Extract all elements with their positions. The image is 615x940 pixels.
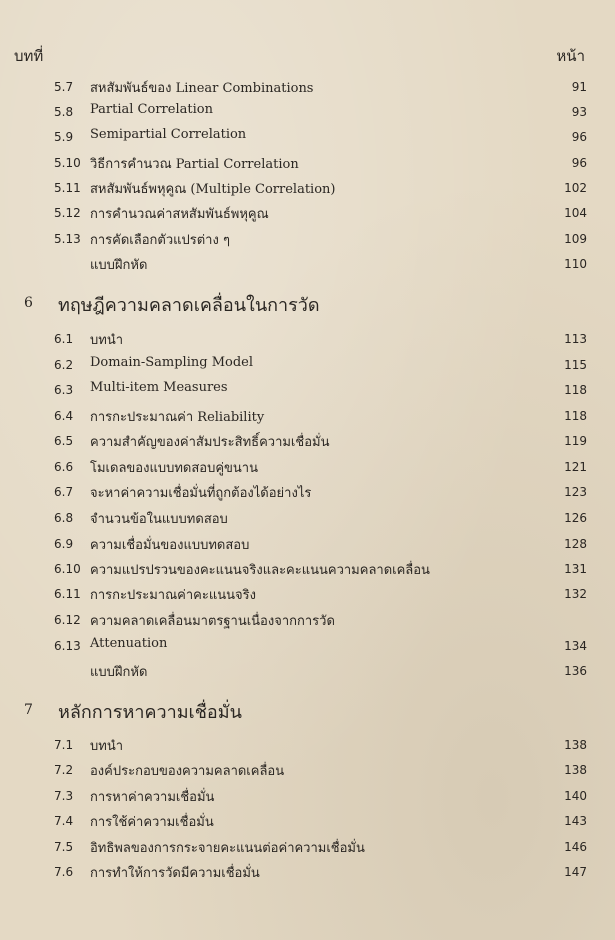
section-title: บทนำ <box>90 333 124 348</box>
toc-entry <box>0 152 615 174</box>
page-column-header: หน้า <box>556 47 585 65</box>
page-number: 118 <box>564 409 587 423</box>
page-number: 136 <box>564 664 587 678</box>
section-title: การกะประมาณค่า Reliability <box>90 410 265 425</box>
section-title: จะหาค่าความเชื่อมั่นที่ถูกต้องได้อย่างไร <box>90 486 312 501</box>
section-number: 7.4 <box>54 814 74 828</box>
page-number: 104 <box>564 206 587 220</box>
section-title: โมเดลของแบบทดสอบคู่ขนาน <box>90 461 258 476</box>
page-number: 126 <box>564 511 587 525</box>
page-number: 123 <box>564 485 587 499</box>
chapter-heading <box>0 290 615 318</box>
page-number: 118 <box>564 383 587 397</box>
page-number: 132 <box>564 587 587 601</box>
section-title: สหสัมพันธ์พหุคูณ (Multiple Correlation) <box>90 182 336 197</box>
section-number: 6.9 <box>54 537 74 551</box>
toc-entry <box>0 558 615 580</box>
section-title: ความคลาดเคลื่อนมาตรฐานเนื่องจากการวัด <box>90 614 335 629</box>
toc-entry <box>0 101 615 123</box>
page-number: 143 <box>564 814 587 828</box>
section-number: 6.7 <box>54 485 74 499</box>
toc-entry <box>0 405 615 427</box>
section-number: 5.9 <box>54 130 74 144</box>
toc-entry <box>0 76 615 98</box>
page-number: 96 <box>571 156 587 170</box>
toc-entry <box>0 660 615 682</box>
toc-entry <box>0 759 615 781</box>
page-number: 140 <box>564 789 587 803</box>
section-title: อิทธิพลของการกระจายคะแนนต่อค่าความเชื่อมั่น <box>90 841 365 856</box>
page-number: 138 <box>564 763 587 777</box>
section-number: 6.2 <box>54 358 74 372</box>
section-number: 6.3 <box>54 383 74 397</box>
chapter-title: ทฤษฎีความคลาดเคลื่อนในการวัด <box>58 295 320 316</box>
page-number: 93 <box>571 105 587 119</box>
toc-entry <box>0 253 615 275</box>
page-number: 134 <box>564 639 587 653</box>
chapter-heading <box>0 697 615 725</box>
toc-entry <box>0 583 615 605</box>
section-title: การหาค่าความเชื่อมั่น <box>90 790 215 805</box>
section-number: 5.13 <box>54 232 81 246</box>
page-number: 110 <box>564 257 587 271</box>
section-title: Partial Correlation <box>90 102 213 117</box>
page-number: 146 <box>564 840 587 854</box>
section-title: การคัดเลือกตัวแปรต่าง ๆ <box>90 233 230 248</box>
section-title: การใช้ค่าความเชื่อมั่น <box>90 815 214 830</box>
chapter-number: 6 <box>24 295 33 311</box>
page-number: 138 <box>564 738 587 752</box>
section-number: 6.6 <box>54 460 74 474</box>
toc-entry <box>0 785 615 807</box>
toc-entry <box>0 228 615 250</box>
section-number: 7.6 <box>54 865 74 879</box>
section-number: 6.4 <box>54 409 74 423</box>
section-number: 6.5 <box>54 434 74 448</box>
toc-entry <box>0 202 615 224</box>
toc-entry <box>0 328 615 350</box>
chapter-number: 7 <box>24 702 33 718</box>
toc-entry <box>0 177 615 199</box>
section-number: 6.1 <box>54 332 74 346</box>
section-number: 6.8 <box>54 511 74 525</box>
section-number: 6.12 <box>54 613 81 627</box>
page-number: 115 <box>564 358 587 372</box>
toc-entry <box>0 430 615 452</box>
section-title: จำนวนข้อในแบบทดสอบ <box>90 512 228 527</box>
section-title: Semipartial Correlation <box>90 127 247 142</box>
page-number: 147 <box>564 865 587 879</box>
toc-entry <box>0 507 615 529</box>
toc-entry <box>0 456 615 478</box>
section-title: ความเชื่อมั่นของแบบทดสอบ <box>90 538 250 553</box>
section-number: 5.10 <box>54 156 81 170</box>
toc-entry <box>0 379 615 401</box>
section-title: ความสำคัญของค่าสัมประสิทธิ์ความเชื่อมั่น <box>90 435 330 450</box>
toc-entry <box>0 836 615 858</box>
section-number: 7.3 <box>54 789 74 803</box>
section-title: การทำให้การวัดมีความเชื่อมั่น <box>90 866 260 881</box>
page-number: 113 <box>564 332 587 346</box>
page-number: 128 <box>564 537 587 551</box>
section-number: 5.11 <box>54 181 81 195</box>
page-number: 91 <box>571 80 587 94</box>
page-number: 96 <box>571 130 587 144</box>
toc-entry <box>0 635 615 657</box>
section-number: 5.12 <box>54 206 81 220</box>
section-number: 7.2 <box>54 763 74 777</box>
toc-entry <box>0 810 615 832</box>
toc-entry <box>0 734 615 756</box>
section-title: สหสัมพันธ์ของ Linear Combinations <box>90 81 314 96</box>
section-number: 6.11 <box>54 587 81 601</box>
section-title: Multi-item Measures <box>90 380 228 395</box>
toc-entry <box>0 481 615 503</box>
section-title: องค์ประกอบของความคลาดเคลื่อน <box>90 764 285 779</box>
section-number: 7.5 <box>54 840 74 854</box>
page-number: 119 <box>564 434 587 448</box>
section-number: 5.8 <box>54 105 74 119</box>
chapter-column-header: บทที่ <box>14 47 44 65</box>
toc-entry <box>0 126 615 148</box>
toc-entry <box>0 609 615 631</box>
section-title: การคำนวณค่าสหสัมพันธ์พหุคูณ <box>90 207 269 222</box>
toc-entry <box>0 354 615 376</box>
toc-entry <box>0 861 615 883</box>
page-number: 131 <box>564 562 587 576</box>
page-number: 102 <box>564 181 587 195</box>
section-number: 6.13 <box>54 639 81 653</box>
page-number: 121 <box>564 460 587 474</box>
section-title: Domain-Sampling Model <box>90 355 254 370</box>
section-title: แบบฝึกหัด <box>90 258 148 273</box>
section-title: Attenuation <box>90 636 168 651</box>
section-number: 7.1 <box>54 738 74 752</box>
section-number: 5.7 <box>54 80 74 94</box>
section-title: แบบฝึกหัด <box>90 665 148 680</box>
page-number: 109 <box>564 232 587 246</box>
section-number: 6.10 <box>54 562 81 576</box>
section-title: การกะประมาณค่าคะแนนจริง <box>90 588 256 603</box>
section-title: ความแปรปรวนของคะแนนจริงและคะแนนความคลาดเคลื่อน <box>90 563 430 578</box>
section-title: วิธีการคำนวณ Partial Correlation <box>90 157 299 172</box>
section-title: บทนำ <box>90 739 124 754</box>
chapter-title: หลักการหาความเชื่อมั่น <box>58 702 242 723</box>
toc-entry <box>0 533 615 555</box>
